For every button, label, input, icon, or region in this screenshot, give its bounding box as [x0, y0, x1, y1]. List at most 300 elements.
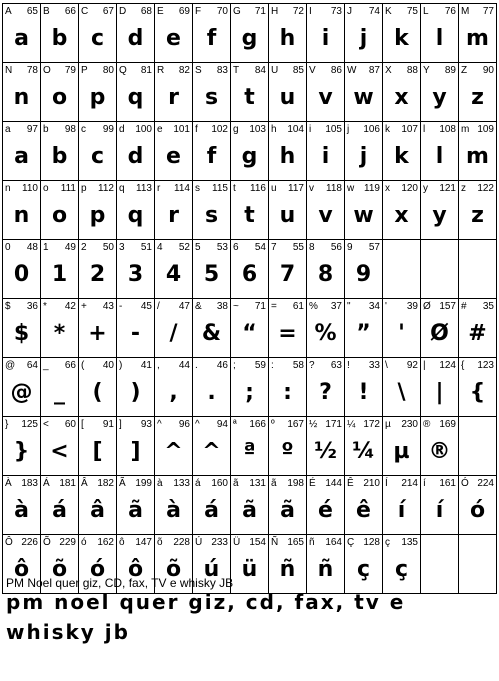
glyph-code: 48: [26, 242, 38, 253]
glyph-char: P: [81, 65, 88, 76]
glyph-char: G: [233, 6, 241, 17]
glyph-sample: 8: [317, 262, 334, 287]
glyph-cell: [193, 122, 231, 181]
glyph-code: 100: [135, 124, 152, 135]
sample-caption: PM Noel quer giz, CD, fax, TV e whisky JB: [6, 576, 234, 590]
glyph-char: E: [157, 6, 164, 17]
glyph-label: [157, 6, 190, 18]
glyph-sample: p: [89, 85, 106, 110]
glyph-label: [233, 478, 266, 490]
glyph-sample: “: [242, 321, 257, 346]
glyph-char: _: [43, 360, 49, 371]
glyph-sample: ó: [469, 498, 486, 523]
glyph-code: 70: [216, 6, 228, 17]
glyph-sample: s: [204, 85, 219, 110]
glyph-char: i: [309, 124, 312, 135]
glyph-label: [195, 183, 228, 195]
glyph-cell: [269, 476, 307, 535]
grid-row: [3, 476, 497, 535]
glyph-code: 133: [173, 478, 190, 489]
glyph-label: [309, 537, 342, 549]
glyph-label: [157, 183, 190, 195]
glyph-cell: [231, 181, 269, 240]
glyph-char: ^: [157, 419, 162, 430]
glyph-code: 124: [439, 360, 456, 371]
glyph-label: [347, 360, 380, 372]
glyph-char: a: [5, 124, 11, 135]
glyph-label: [43, 65, 76, 77]
glyph-cell: [421, 535, 459, 594]
glyph-code: 65: [26, 6, 38, 17]
glyph-label: [309, 6, 342, 18]
glyph-sample: e: [166, 26, 181, 51]
glyph-code: 169: [439, 419, 456, 430]
glyph-sample: ª: [243, 439, 256, 464]
glyph-sample: @: [10, 380, 33, 405]
glyph-code: 110: [22, 183, 38, 194]
glyph-char: ]: [119, 419, 122, 430]
glyph-label: [385, 478, 418, 490]
glyph-char: Ç: [347, 537, 355, 548]
glyph-cell: [345, 476, 383, 535]
glyph-char: À: [5, 478, 12, 489]
grid-row: [3, 181, 497, 240]
glyph-label: [271, 419, 304, 431]
glyph-sample: {: [469, 380, 486, 405]
glyph-char: Ã: [119, 478, 126, 489]
glyph-label: [233, 65, 266, 77]
glyph-cell: [345, 63, 383, 122]
glyph-char: Í: [385, 478, 388, 489]
glyph-label: [5, 242, 38, 254]
glyph-code: 57: [368, 242, 380, 253]
glyph-cell: [269, 4, 307, 63]
glyph-label: [423, 419, 456, 431]
glyph-code: 122: [477, 183, 494, 194]
glyph-sample: m: [466, 26, 489, 51]
glyph-code: 224: [477, 478, 494, 489]
glyph-sample: g: [241, 26, 258, 51]
glyph-code: 33: [368, 360, 380, 371]
glyph-cell: [459, 4, 497, 63]
glyph-char: ": [347, 301, 351, 312]
glyph-sample: -: [130, 321, 141, 346]
glyph-label: [461, 65, 494, 77]
glyph-sample: ”: [356, 321, 371, 346]
glyph-cell: [117, 122, 155, 181]
glyph-label: [5, 360, 38, 372]
glyph-char: 1: [43, 242, 49, 253]
glyph-label: [461, 419, 494, 431]
glyph-label: [119, 419, 152, 431]
glyph-char: Ü: [233, 537, 241, 548]
glyph-char: y: [423, 183, 428, 194]
glyph-cell: [155, 358, 193, 417]
glyph-cell: [383, 535, 421, 594]
glyph-char: *: [43, 301, 47, 312]
glyph-sample: v: [318, 203, 333, 228]
glyph-cell: [155, 299, 193, 358]
glyph-code: 198: [287, 478, 304, 489]
glyph-code: 50: [102, 242, 114, 253]
glyph-cell: [307, 4, 345, 63]
glyph-label: [423, 124, 456, 136]
glyph-sample: /: [169, 321, 178, 346]
glyph-sample: &: [201, 321, 222, 346]
glyph-label: [423, 537, 456, 549]
glyph-cell: [307, 122, 345, 181]
glyph-code: 37: [330, 301, 342, 312]
glyph-label: [385, 360, 418, 372]
glyph-char: ¼: [347, 419, 356, 430]
glyph-cell: [3, 299, 41, 358]
glyph-label: [423, 242, 456, 254]
glyph-label: [347, 65, 380, 77]
glyph-sample: â: [90, 498, 105, 523]
glyph-cell: [459, 535, 497, 594]
glyph-label: [385, 537, 418, 549]
glyph-code: 84: [254, 65, 266, 76]
glyph-label: [309, 124, 342, 136]
glyph-cell: [383, 181, 421, 240]
glyph-char: \: [385, 360, 388, 371]
glyph-code: 97: [26, 124, 38, 135]
glyph-sample: 5: [203, 262, 220, 287]
glyph-cell: [79, 4, 117, 63]
glyph-cell: [193, 240, 231, 299]
glyph-label: [309, 478, 342, 490]
glyph-label: [385, 124, 418, 136]
glyph-label: [347, 6, 380, 18]
glyph-cell: [459, 240, 497, 299]
glyph-label: [157, 360, 190, 372]
glyph-char: R: [157, 65, 165, 76]
glyph-char: s: [195, 183, 200, 194]
glyph-code: 79: [64, 65, 76, 76]
glyph-code: 55: [292, 242, 304, 253]
glyph-char: Ô: [5, 537, 13, 548]
glyph-char: %: [309, 301, 318, 312]
glyph-code: 210: [363, 478, 380, 489]
glyph-code: 61: [292, 301, 304, 312]
glyph-cell: [193, 358, 231, 417]
glyph-sample: q: [127, 85, 144, 110]
character-map-grid: [2, 3, 497, 594]
glyph-label: [195, 537, 228, 549]
glyph-code: 82: [178, 65, 190, 76]
glyph-label: [119, 6, 152, 18]
glyph-code: 53: [216, 242, 228, 253]
glyph-sample: Ø: [430, 321, 449, 346]
glyph-sample: ^: [164, 439, 183, 464]
glyph-label: [5, 537, 38, 549]
glyph-sample: f: [206, 144, 217, 169]
glyph-label: [309, 419, 342, 431]
glyph-char: m: [461, 124, 470, 135]
glyph-sample: b: [51, 144, 68, 169]
glyph-cell: [193, 417, 231, 476]
glyph-sample: i: [321, 144, 330, 169]
glyph-cell: [79, 476, 117, 535]
glyph-char: Q: [119, 65, 127, 76]
glyph-char: S: [195, 65, 202, 76]
glyph-sample: h: [279, 26, 296, 51]
glyph-char: ^: [195, 419, 200, 430]
glyph-label: [233, 360, 266, 372]
glyph-char: T: [233, 65, 240, 76]
glyph-char: =: [271, 301, 277, 312]
glyph-code: 121: [439, 183, 456, 194]
glyph-sample: º: [281, 439, 294, 464]
glyph-code: 81: [140, 65, 152, 76]
glyph-char: 3: [119, 242, 125, 253]
glyph-code: 161: [439, 478, 456, 489]
glyph-code: 167: [287, 419, 304, 430]
glyph-sample: z: [471, 85, 484, 110]
glyph-cell: [3, 122, 41, 181]
glyph-label: [119, 124, 152, 136]
glyph-code: 228: [173, 537, 190, 548]
glyph-sample: q: [127, 203, 144, 228]
glyph-code: 75: [406, 6, 418, 17]
glyph-cell: [345, 122, 383, 181]
glyph-label: [81, 419, 114, 431]
glyph-label: [43, 124, 76, 136]
glyph-label: [157, 242, 190, 254]
glyph-label: [233, 183, 266, 195]
glyph-sample: t: [244, 85, 255, 110]
glyph-char: à: [157, 478, 163, 489]
glyph-cell: [307, 358, 345, 417]
glyph-code: 94: [216, 419, 228, 430]
glyph-cell: [231, 358, 269, 417]
glyph-sample: +: [88, 321, 107, 346]
glyph-code: 181: [59, 478, 76, 489]
glyph-char: Ú: [195, 537, 203, 548]
glyph-sample: d: [127, 26, 144, 51]
glyph-cell: [459, 358, 497, 417]
grid-row: [3, 299, 497, 358]
glyph-char: N: [5, 65, 13, 76]
glyph-label: [461, 537, 494, 549]
glyph-label: [271, 65, 304, 77]
glyph-code: 99: [102, 124, 114, 135]
glyph-cell: [41, 4, 79, 63]
glyph-cell: [155, 240, 193, 299]
glyph-cell: [117, 299, 155, 358]
glyph-char: -: [119, 301, 123, 312]
glyph-code: 56: [330, 242, 342, 253]
glyph-char: Â: [81, 478, 88, 489]
glyph-label: [347, 124, 380, 136]
glyph-char: ½: [309, 419, 318, 430]
glyph-label: [423, 301, 456, 313]
glyph-cell: [155, 122, 193, 181]
glyph-label: [5, 6, 38, 18]
glyph-sample: ú: [203, 557, 220, 582]
glyph-cell: [383, 358, 421, 417]
glyph-label: [43, 242, 76, 254]
glyph-code: 111: [60, 183, 76, 194]
glyph-code: 45: [140, 301, 152, 312]
glyph-label: [119, 242, 152, 254]
glyph-code: 66: [64, 360, 76, 371]
glyph-label: [119, 360, 152, 372]
glyph-char: 4: [157, 242, 163, 253]
glyph-sample: ]: [130, 439, 141, 464]
glyph-code: 171: [325, 419, 342, 430]
glyph-label: [271, 360, 304, 372]
glyph-label: [195, 478, 228, 490]
glyph-char: .: [195, 360, 198, 371]
glyph-sample: y: [432, 85, 447, 110]
glyph-code: 104: [287, 124, 304, 135]
glyph-char: Á: [43, 478, 50, 489]
glyph-label: [81, 124, 114, 136]
glyph-cell: [269, 358, 307, 417]
glyph-char: g: [233, 124, 239, 135]
glyph-code: 125: [21, 419, 38, 430]
glyph-char: c: [81, 124, 86, 135]
grid-row: [3, 4, 497, 63]
glyph-cell: [421, 299, 459, 358]
glyph-cell: [269, 535, 307, 594]
glyph-label: [461, 360, 494, 372]
glyph-char: á: [195, 478, 201, 489]
glyph-char: º: [271, 419, 275, 430]
glyph-sample: f: [206, 26, 217, 51]
glyph-sample: k: [394, 144, 409, 169]
glyph-sample: g: [241, 144, 258, 169]
glyph-label: [271, 301, 304, 313]
glyph-code: 103: [249, 124, 266, 135]
glyph-sample: b: [51, 26, 68, 51]
glyph-sample: 2: [89, 262, 106, 287]
glyph-code: 52: [178, 242, 190, 253]
glyph-char: ã: [271, 478, 277, 489]
glyph-cell: [41, 63, 79, 122]
glyph-sample: c: [90, 26, 105, 51]
glyph-cell: [459, 181, 497, 240]
glyph-cell: [117, 240, 155, 299]
glyph-code: 160: [211, 478, 228, 489]
glyph-code: 49: [64, 242, 76, 253]
glyph-sample: ã: [242, 498, 257, 523]
glyph-cell: [155, 417, 193, 476]
glyph-cell: [3, 417, 41, 476]
glyph-code: 87: [368, 65, 380, 76]
glyph-cell: [79, 63, 117, 122]
glyph-char: e: [157, 124, 163, 135]
glyph-char: [: [81, 419, 84, 430]
glyph-cell: [269, 63, 307, 122]
glyph-cell: [307, 476, 345, 535]
glyph-sample: u: [279, 85, 296, 110]
glyph-char: x: [385, 183, 390, 194]
glyph-char: õ: [157, 537, 163, 548]
glyph-code: 135: [401, 537, 418, 548]
glyph-label: [157, 65, 190, 77]
glyph-label: [119, 65, 152, 77]
glyph-code: 108: [439, 124, 456, 135]
glyph-sample: p: [89, 203, 106, 228]
glyph-sample: ü: [241, 557, 258, 582]
glyph-char: H: [271, 6, 279, 17]
glyph-cell: [193, 63, 231, 122]
glyph-sample: (: [92, 380, 103, 405]
glyph-label: [43, 419, 76, 431]
glyph-cell: [3, 476, 41, 535]
glyph-code: 44: [178, 360, 190, 371]
glyph-label: [195, 242, 228, 254]
glyph-char: 7: [271, 242, 277, 253]
glyph-code: 233: [211, 537, 228, 548]
glyph-char: /: [157, 301, 160, 312]
glyph-code: 106: [363, 124, 380, 135]
glyph-char: }: [5, 419, 9, 430]
glyph-char: l: [423, 124, 426, 135]
glyph-label: [347, 478, 380, 490]
glyph-code: 154: [249, 537, 266, 548]
glyph-label: [43, 537, 76, 549]
glyph-sample: ã: [128, 498, 143, 523]
glyph-code: 74: [368, 6, 380, 17]
glyph-code: 64: [26, 360, 38, 371]
glyph-char: v: [309, 183, 314, 194]
glyph-cell: [459, 122, 497, 181]
glyph-cell: [269, 417, 307, 476]
glyph-char: ã: [233, 478, 239, 489]
glyph-label: [233, 6, 266, 18]
glyph-sample: :: [283, 380, 292, 405]
glyph-char: t: [233, 183, 236, 194]
glyph-cell: [383, 240, 421, 299]
glyph-sample: à: [14, 498, 29, 523]
glyph-sample: ê: [356, 498, 371, 523]
glyph-char: M: [461, 6, 470, 17]
glyph-label: [81, 242, 114, 254]
glyph-char: r: [157, 183, 161, 194]
glyph-code: 157: [439, 301, 456, 312]
glyph-cell: [231, 299, 269, 358]
glyph-cell: [79, 417, 117, 476]
glyph-label: [81, 478, 114, 490]
glyph-label: [385, 6, 418, 18]
grid-row: [3, 358, 497, 417]
glyph-sample: y: [432, 203, 447, 228]
glyph-code: 34: [368, 301, 380, 312]
glyph-code: 118: [326, 183, 342, 194]
glyph-label: [195, 360, 228, 372]
glyph-cell: [3, 181, 41, 240]
glyph-code: 131: [249, 478, 266, 489]
glyph-char: o: [43, 183, 49, 194]
glyph-code: 147: [135, 537, 152, 548]
glyph-code: 80: [102, 65, 114, 76]
glyph-code: 36: [26, 301, 38, 312]
glyph-cell: [459, 476, 497, 535]
glyph-char: Ø: [423, 301, 431, 312]
glyph-sample: µ: [393, 439, 410, 464]
glyph-char: <: [43, 419, 49, 430]
glyph-sample: 9: [355, 262, 372, 287]
glyph-char: !: [347, 360, 350, 371]
glyph-sample: l: [435, 144, 444, 169]
glyph-char: U: [271, 65, 279, 76]
glyph-label: [423, 478, 456, 490]
glyph-code: 51: [140, 242, 152, 253]
glyph-char: ,: [157, 360, 160, 371]
